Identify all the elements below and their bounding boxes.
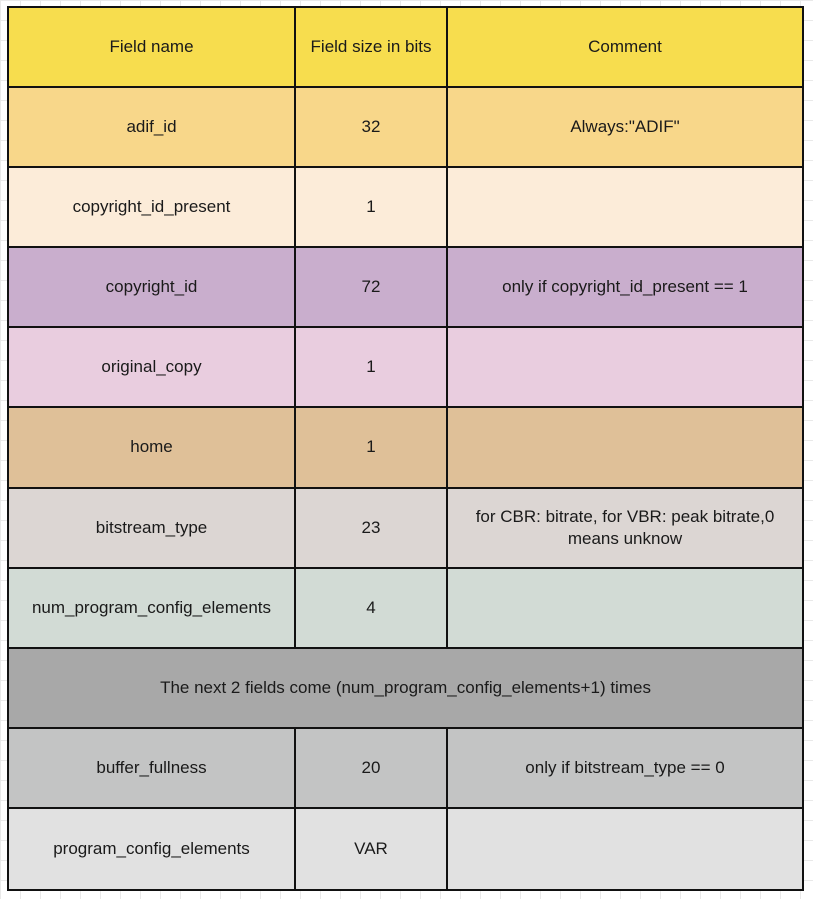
header-field-size: Field size in bits [296, 8, 448, 88]
row-adif-id-size: 32 [296, 88, 448, 168]
row-copyright-id-size: 72 [296, 248, 448, 328]
row-home-field: home [9, 408, 296, 488]
repeat-note-row: The next 2 fields come (num_program_config_elements+1) times [9, 649, 802, 729]
row-num-program-config-elements-comment [448, 569, 802, 649]
row-home-comment [448, 408, 802, 488]
row-bitstream-type-size: 23 [296, 489, 448, 569]
row-copyright-id-comment: only if copyright_id_present == 1 [448, 248, 802, 328]
row-original-copy-comment [448, 328, 802, 408]
row-adif-id-field: adif_id [9, 88, 296, 168]
header-field-name: Field name [9, 8, 296, 88]
header-comment: Comment [448, 8, 802, 88]
row-buffer-fullness-size: 20 [296, 729, 448, 809]
row-program-config-elements-comment [448, 809, 802, 889]
row-home-size: 1 [296, 408, 448, 488]
row-buffer-fullness-comment: only if bitstream_type == 0 [448, 729, 802, 809]
row-original-copy-field: original_copy [9, 328, 296, 408]
row-original-copy-size: 1 [296, 328, 448, 408]
row-bitstream-type-field: bitstream_type [9, 489, 296, 569]
row-num-program-config-elements-field: num_program_config_elements [9, 569, 296, 649]
adif-header-table [7, 6, 804, 891]
row-buffer-fullness-field: buffer_fullness [9, 729, 296, 809]
row-adif-id-comment: Always:"ADIF" [448, 88, 802, 168]
row-program-config-elements-field: program_config_elements [9, 809, 296, 889]
row-copyright-id-present-size: 1 [296, 168, 448, 248]
row-program-config-elements-size: VAR [296, 809, 448, 889]
row-bitstream-type-comment: for CBR: bitrate, for VBR: peak bitrate,0 means unknow [448, 489, 802, 569]
row-copyright-id-present-field: copyright_id_present [9, 168, 296, 248]
row-copyright-id-present-comment [448, 168, 802, 248]
row-num-program-config-elements-size: 4 [296, 569, 448, 649]
row-copyright-id-field: copyright_id [9, 248, 296, 328]
